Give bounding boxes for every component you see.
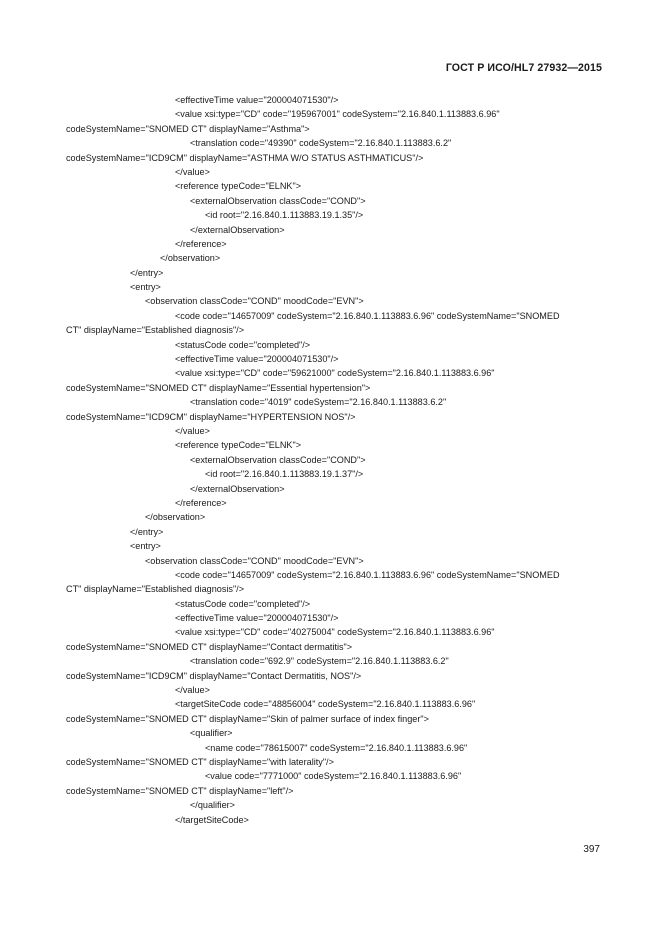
code-line: <id root="2.16.840.1.113883.19.1.37"/>	[205, 469, 364, 480]
code-line: CT" displayName="Established diagnosis"/>	[66, 325, 245, 336]
code-line: </value>	[175, 425, 210, 436]
code-line: <reference typeCode="ELNK">	[175, 181, 302, 192]
code-line: </observation>	[145, 512, 206, 523]
code-line: <entry>	[130, 541, 161, 552]
code-line: <translation code="49390" codeSystem="2.16.840.1.113883.6.2"	[190, 138, 452, 149]
code-line: <statusCode code="completed"/>	[175, 598, 311, 609]
code-line: <externalObservation classCode="COND">	[190, 195, 366, 206]
code-line: <code code="14657009" codeSystem="2.16.840.1.113883.6.96" codeSystemName="SNOMED	[175, 310, 560, 321]
code-line: <observation classCode="COND" moodCode="EVN">	[145, 296, 364, 307]
code-line: <reference typeCode="ELNK">	[175, 440, 302, 451]
code-line: codeSystemName="SNOMED CT" displayName="Asthma">	[66, 123, 310, 134]
code-line: <observation classCode="COND" moodCode="EVN">	[145, 555, 364, 566]
code-line: </targetSiteCode>	[175, 814, 249, 825]
code-line: codeSystemName="ICD9CM" displayName="HYPERTENSION NOS"/>	[66, 411, 356, 422]
code-line: <value xsi:type="CD" code="40275004" codeSystem="2.16.840.1.113883.6.96"	[175, 627, 495, 638]
code-line: <value code="7771000" codeSystem="2.16.840.1.113883.6.96"	[205, 771, 462, 782]
code-line: <effectiveTime value="200004071530"/>	[175, 354, 339, 365]
code-line: <code code="14657009" codeSystem="2.16.840.1.113883.6.96" codeSystemName="SNOMED	[175, 569, 560, 580]
code-line: <value xsi:type="CD" code="195967001" codeSystem="2.16.840.1.113883.6.96"	[175, 109, 500, 120]
code-line: codeSystemName="ICD9CM" displayName="ASTHMA W/O STATUS ASTHMATICUS"/>	[66, 152, 424, 163]
code-line: </observation>	[160, 253, 221, 264]
code-line: codeSystemName="SNOMED CT" displayName="Skin of palmer surface of index finger">	[66, 713, 429, 724]
code-line: codeSystemName="SNOMED CT" displayName="with laterality"/>	[66, 756, 334, 767]
code-line: </value>	[175, 685, 210, 696]
code-line: <entry>	[130, 282, 161, 293]
code-line: </externalObservation>	[190, 224, 285, 235]
document-header-standard: ГОСТ Р ИСО/HL7 27932—2015	[445, 62, 602, 74]
code-line: <statusCode code="completed"/>	[175, 339, 311, 350]
code-line: </reference>	[175, 238, 227, 249]
code-line: </entry>	[130, 267, 164, 278]
code-line: <name code="78615007" codeSystem="2.16.840.1.113883.6.96"	[205, 742, 468, 753]
code-line: </entry>	[130, 526, 164, 537]
code-line: <externalObservation classCode="COND">	[190, 454, 366, 465]
code-line: </reference>	[175, 497, 227, 508]
code-line: <translation code="692.9" codeSystem="2.16.840.1.113883.6.2"	[190, 656, 449, 667]
code-line: <id root="2.16.840.1.113883.19.1.35"/>	[205, 210, 364, 221]
code-line: <qualifier>	[190, 728, 233, 739]
code-line: codeSystemName="SNOMED CT" displayName="Essential hypertension">	[66, 382, 371, 393]
code-line: </qualifier>	[190, 800, 235, 811]
xml-code-listing	[66, 93, 611, 827]
code-line: CT" displayName="Established diagnosis"/>	[66, 584, 245, 595]
code-line: <translation code="4019" codeSystem="2.16.840.1.113883.6.2"	[190, 397, 447, 408]
code-line: codeSystemName="SNOMED CT" displayName="left"/>	[66, 785, 294, 796]
code-line: codeSystemName="SNOMED CT" displayName="Contact dermatitis">	[66, 641, 353, 652]
code-line: <effectiveTime value="200004071530"/>	[175, 95, 339, 105]
code-line: <effectiveTime value="200004071530"/>	[175, 613, 339, 624]
code-line: <targetSiteCode code="48856004" codeSystem="2.16.840.1.113883.6.96"	[175, 699, 476, 710]
page-number: 397	[583, 844, 600, 855]
code-line: codeSystemName="ICD9CM" displayName="Contact Dermatitis, NOS"/>	[66, 670, 362, 681]
code-line: </externalObservation>	[190, 483, 285, 494]
code-line: </value>	[175, 166, 210, 177]
code-line: <value xsi:type="CD" code="59621000" codeSystem="2.16.840.1.113883.6.96"	[175, 368, 495, 379]
